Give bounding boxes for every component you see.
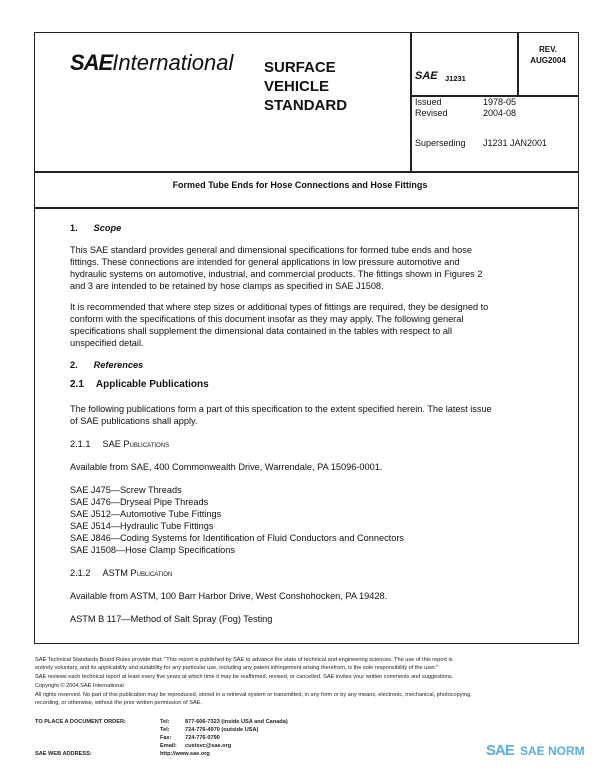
email-link[interactable]: custsvc@sae.org: [185, 743, 232, 749]
scope-paragraph: This SAE standard provides general and dimensional specifications for formed tube ends and hose fittings. These connections are intended for general applications in low pressure automotive and hydraulic systems on automotive, industrial, and commercial products. The fittings shown in Figures 2 and 3 are intended to be retained by hose clamps as specified in SAE J1508.: [70, 245, 483, 291]
superseding-label: Superseding: [415, 138, 466, 148]
divider: [410, 32, 412, 172]
sae-publication-list: [70, 484, 560, 556]
astm-availability: Available from ASTM, 100 Barr Harbor Drive, West Conshohocken, PA 19428.: [70, 591, 388, 601]
standard-type-line: STANDARD: [264, 97, 348, 114]
list-item: SAE J1508—Hose Clamp Specifications: [70, 545, 235, 555]
document-body: [70, 222, 560, 625]
copyright: Copyright © 2004 SAE International: [35, 683, 124, 689]
revised-label: Revised: [415, 108, 448, 118]
list-item: SAE J846—Coding Systems for Identification of Fluid Conductors and Connectors: [70, 533, 404, 543]
issued-date: 1978-05: [483, 97, 517, 107]
subsubsection-heading: 2.1.1 SAE Publications: [70, 439, 170, 449]
superseding-value: J1231 JAN2001: [483, 138, 548, 148]
standard-type-line: VEHICLE: [264, 78, 330, 95]
issue-labels: [415, 97, 448, 119]
section-heading: 1. Scope: [70, 223, 122, 233]
standard-type-line: SURFACE: [264, 59, 336, 76]
scope-paragraph: It is recommended that where step sizes or additional types of fittings are required, they be designed to conform with the specifications of this document insofar as they may apply. The following general specifications shall supplement the dimensional data contained in the tables with respect to all unspecified detail.: [70, 302, 489, 348]
list-item: SAE J514—Hydraulic Tube Fittings: [70, 521, 214, 531]
revised-date: 2004-08: [483, 108, 517, 118]
sae-small-logo: SAE: [415, 70, 438, 82]
order-label: TO PLACE A DOCUMENT ORDER:: [35, 719, 126, 725]
subsubsection-heading: 2.1.2 ASTM Publication: [70, 568, 173, 578]
divider: [34, 171, 579, 173]
list-item: SAE J475—Screw Threads: [70, 485, 182, 495]
document-title: Formed Tube Ends for Hose Connections and Hose Fittings: [172, 180, 428, 190]
sae-norm-watermark: SAE NORM: [520, 744, 585, 758]
contact-list: Tel: 877-606-7323 (inside USA and Canada) Tel: 724-776-4970 (outside USA) Fax: 724-776-0790 Email: custsvc@sae.org: [160, 719, 288, 749]
divider: [34, 207, 579, 209]
divider: [517, 32, 519, 96]
footer: SAE Technical Standards Board Rules provide that: "This report is published by SAE to advance the state of technical and engineering sciences. The use of this report is entirely voluntary, and its applicability and suitability for any particular use, including any patent infringement arising therefrom, is the sole responsibility of the user." SAE reviews each technical report at least every five years at which time it may be reaffirmed, revised, or cancelled. SAE invites your written comments and suggestions. Copyright © 2004 SAE International All rights reserved. No part of this publication may be reproduced, stored in a retrieval system or transmitted, in any form or by any means, electronic, mechanical, photocopying, recording, or otherwise, without the prior written permission of SAE.: [35, 656, 580, 707]
list-item: ASTM B 117—Method of Salt Spray (Fog) Testing: [70, 614, 273, 624]
subsection-heading: 2.1 Applicable Publications: [70, 379, 209, 390]
section-heading: 2. References: [70, 360, 144, 370]
issue-dates: [483, 97, 516, 119]
web-label: SAE WEB ADDRESS:: [35, 751, 92, 757]
doc-number: J1231: [445, 74, 466, 83]
sae-norm-logo: SAE: [486, 742, 514, 759]
rev-label: REV.: [539, 45, 557, 54]
publications-paragraph: The following publications form a part of this specification to the extent specified herein. The latest issue of SAE publications shall apply.: [70, 404, 492, 426]
list-item: SAE J512—Automotive Tube Fittings: [70, 509, 222, 519]
standard-type: [264, 58, 347, 115]
sae-availability: Available from SAE, 400 Commonwealth Drive, Warrendale, PA 15096-0001.: [70, 462, 383, 472]
list-item: SAE J476—Dryseal Pipe Threads: [70, 497, 209, 507]
revision-block: [520, 44, 576, 66]
web-link[interactable]: http://www.sae.org: [160, 751, 210, 757]
issued-label: Issued: [415, 97, 442, 107]
rev-date: AUG2004: [530, 56, 566, 65]
review-note: SAE reviews each technical report at least every five years at which time it may be reaffirmed, revised, or cancelled. SAE invites your written comments and suggestions.: [35, 674, 454, 680]
sae-international-logo: SAEInternational: [70, 50, 234, 75]
